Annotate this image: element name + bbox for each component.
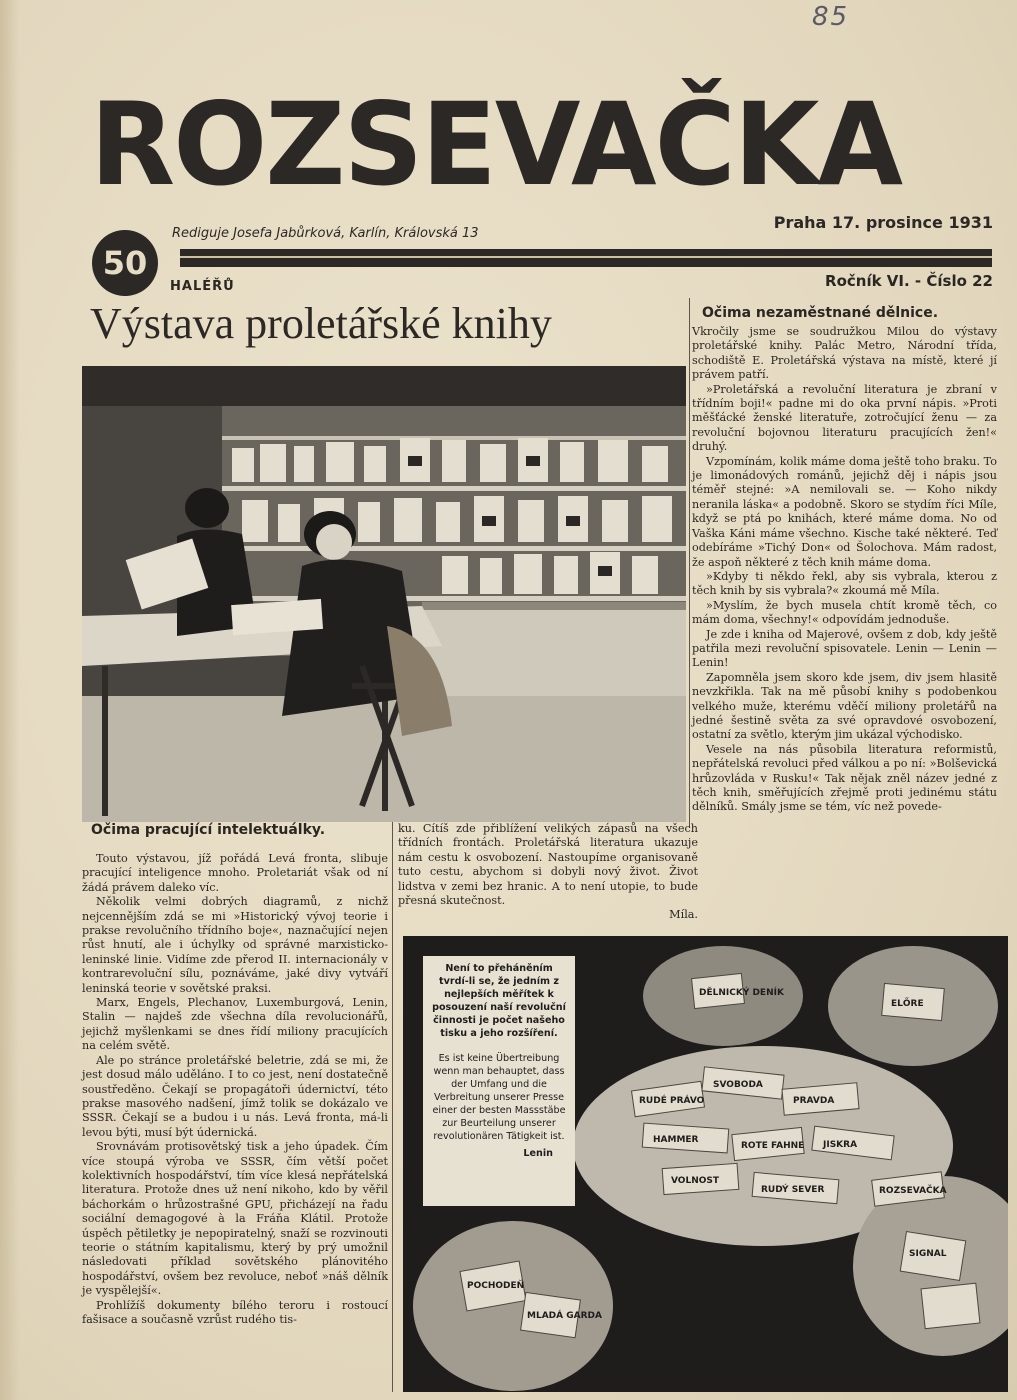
column-divider-right (689, 298, 690, 828)
lenin-quote-panel (423, 956, 575, 1206)
press-poster-photo (403, 936, 1008, 1392)
press-title: ROTE FAHNE (741, 1141, 805, 1151)
right-paragraph: Vesele na nás působila literatura reformistů, nepřátelská revoluci před válkou a po ní: »Bolševická hrůzovláda v Rusku!« Tak nějak zněl název jedné z těch knih, směřujících zřejmě proti jedinému státu dělníků. Smály jsme se tém, víc než povede- (692, 742, 997, 814)
left-article-title: Očima pracující intelektuálky. (91, 822, 326, 838)
middle-column-signature: Míla. (669, 908, 698, 922)
middle-column (398, 822, 698, 923)
price-unit: HALÉŘŮ (170, 279, 235, 294)
main-headline: Výstava proletářské knihy (90, 299, 552, 348)
press-title: HAMMER (653, 1135, 699, 1145)
issue-date: Praha 17. prosince 1931 (773, 213, 993, 232)
column-divider-middle (392, 822, 393, 1392)
right-article-title: Očima nezaměstnané dělnice. (702, 305, 939, 321)
press-title: DĚLNICKÝ DENÍK (699, 988, 784, 998)
right-paragraph: Vkročily jsme se soudružkou Milou do výstavy proletářské knihy. Palác Metro, Národní třída, schodiště E. Proletářská výstava na místě, které jí právem patří. (692, 325, 997, 382)
left-paragraph: Ale po stránce proletářské beletrie, zdá se mi, že jest dosud málo uděláno. I to co jest, není dostatečně soustředěno. Čekají se propagátoři údernictví, této prakse masového nadšení, jímž tolik se dokázalo ve SSSR. Čekají se a budou i u nás. Levá fronta, má-li levou býti, musí být údernická. (82, 1053, 388, 1139)
left-paragraph: Touto výstavou, jíž pořádá Levá fronta, slibuje pracující inteligence mnoho. Proletariát však od ní žádá právem daleko víc. (82, 852, 388, 894)
price-value: 50 (102, 244, 148, 282)
page-fold-shadow (0, 0, 20, 1400)
pencil-page-number: 85 (812, 2, 850, 32)
masthead-title: ROZSEVAČKA (90, 78, 902, 211)
left-paragraph: Prohlížíš dokumenty bílého teroru i rostoucí fašisace a současně vzrůst rudého tis- (82, 1298, 388, 1326)
press-title: POCHODEŇ (467, 1281, 525, 1291)
press-title: SIGNAL (909, 1249, 947, 1259)
press-title: ROZSEVAČKA (879, 1186, 947, 1196)
press-title: SVOBODA (713, 1080, 763, 1090)
right-paragraph: Zapomněla jsem skoro kde jsem, div jsem hlasitě nevzkřikla. Tak na mě působí knihy s podobenkou velkého muže, kterému vděčí miliony proletářů na jedné šestině světa za své opravdové osvobození, ostatní za světlo, kterým jim ukázal východisko. (692, 670, 997, 742)
right-paragraph: »Myslím, že bych musela chtít kromě těch, co mám doma, všechny!« odpovídám jednoduše. (692, 598, 997, 627)
exhibition-photo (82, 366, 686, 822)
german-quote: Es ist keine Übertreibung wenn man behauptet, dass der Umfang und die Verbreitung unserer Presse einer der besten Massstäbe zur Beurteilung unserer revolutionären Tätigkeit ist. (432, 1053, 566, 1142)
right-paragraph: Vzpomínám, kolik máme doma ještě toho braku. To je limonádových románů, jejichž děj i nápis jsou téměř stejné: »A nemilovali se. — Koho nikdy neranila láska« a podobně. Skoro se stydím říci Míle, když se ptá po knihách, které máme doma. No od Vaška Káni máme všechno. Kische také některé. Teď odebíráme »Tichý Don« od Šolochova. Mám radost, že aspoň některé z těch knih máme doma. (692, 454, 997, 569)
czech-quote: Není to přeháněním tvrdí-li se, že jedním z nejlepších měřítek k posouzení naší revoluční činnosti je počet našeho tisku a jeho rozšíření. (432, 963, 566, 1039)
price-badge (92, 230, 158, 296)
quote-signature: Lenin (523, 1148, 553, 1159)
right-paragraph: »Kdyby ti někdo řekl, aby sis vybrala, kterou z těch knih by sis vybrala?« zkoumá mě Míla. (692, 569, 997, 598)
right-paragraph: »Proletářská a revoluční literatura je zbraní v třídním boji!« padne mi do oka první nápis. »Proti měšťácké ženské literatuře, zotročující ženu — za revoluční bojovnou literaturu pracujících žen!« druhý. (692, 382, 997, 454)
press-title: VOLNOST (671, 1176, 719, 1186)
press-title: JISKRA (823, 1140, 858, 1150)
left-paragraph: Marx, Engels, Plechanov, Luxemburgová, Lenin, Stalin — najdeš zde všechna díla revolucionářů, jejichž myšlenkami se dnes řídí miliony pracujících na celém světě. (82, 996, 388, 1053)
press-title: RUDÉ PRÁVO (639, 1096, 705, 1106)
press-title: RUDÝ SEVER (761, 1185, 825, 1195)
left-article-body (82, 852, 388, 1327)
editor-line: Rediguje Josefa Jabůrková, Karlín, Královská 13 (172, 226, 479, 241)
middle-column-text: ku. Cítíš zde přiblížení velikých zápasů na všech třídních frontách. Proletářská literatura ukazuje nám cestu k osvobození. Nastoupíme organisovaně tuto cestu, abychom si dobyli nový život. Život lidstva v zemi bez hranic. A to není utopie, to bude přesná skutečnost. (398, 822, 698, 908)
right-paragraph: Je zde i kniha od Majerové, ovšem z dob, kdy ještě patřila mezi revoluční spisovatele. Lenin — Lenin — Lenin! (692, 627, 997, 670)
press-title: MLADÁ GARDA (527, 1311, 602, 1321)
issue-number: Ročník VI. - Číslo 22 (825, 272, 993, 290)
left-paragraph: Několik velmi dobrých diagramů, z nichž nejcennějším zdá se mi »Historický vývoj teorie i prakse revolučního třídního boje«, naznačující nejen růst hnutí, ale i úchylky od správné marxisticko-leninské linie. Vidíme zde přerod II. internacionály v kontrarevoluční sílu, poznáváme, jaké divy vytváří leninská teorie v sovětské praksi. (82, 895, 388, 995)
masthead-rule (180, 249, 992, 267)
press-title: PRAVDA (793, 1096, 835, 1106)
left-paragraph: Srovnávám protisovětský tisk a jeho úpadek. Čím více stoupá výroba ve SSSR, čím větší počet kolektivních hospodářství, tím více klesá nepřátelská literatura. Protože dnes už není nikoho, kdo by věřil báchorkám o hrůzostrašné GPU, přicházejí na řadu sociální demagogové à la Fráňa Klátil. Protože úspěch pětiletky je nepopiratelný, snaží se rozvinouti teorie o státním kapitalismu, který by prý umožnil následovati příklad sovětského plánovitého hospodářství, ovšem bez revoluce, neboť »náš dělník je vyspělejší«. (82, 1140, 388, 1298)
right-article-body (692, 325, 997, 815)
press-title: ELŐRE (891, 999, 924, 1009)
